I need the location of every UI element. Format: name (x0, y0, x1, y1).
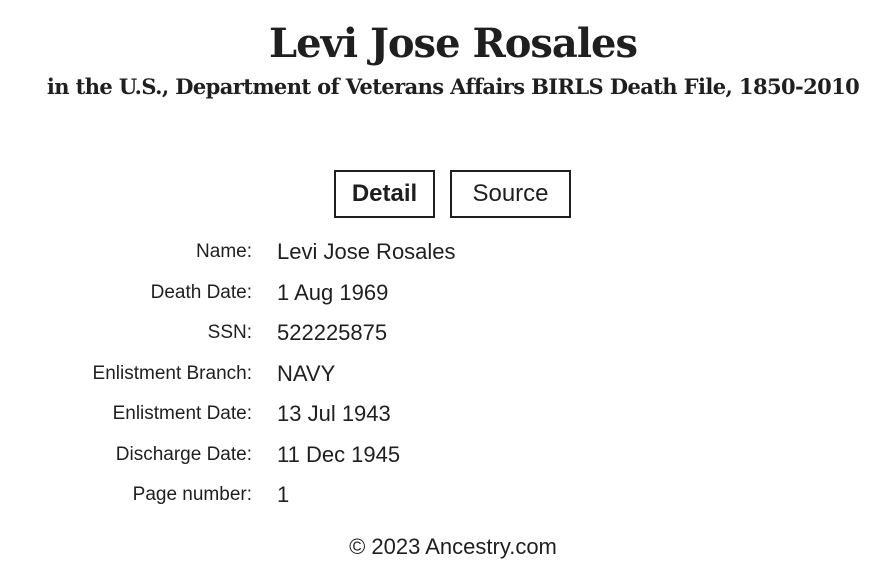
field-value: 13 Jul 1943 (277, 401, 391, 426)
field-label: Enlistment Date: (112, 403, 252, 424)
record-title: Levi Jose Rosales (269, 20, 637, 67)
field-row-death-date (0, 273, 886, 314)
tab-source[interactable]: Source (450, 170, 571, 218)
record-detail-table (0, 232, 886, 516)
field-value: 11 Dec 1945 (277, 441, 401, 467)
field-row-discharge-date (0, 435, 886, 476)
field-label: Name: (196, 241, 252, 262)
record-collection-subtitle: in the U.S., Department of Veterans Affairs BIRLS Death File, 1850-2010 (46, 74, 860, 99)
field-label: Death Date: (150, 281, 252, 303)
field-value: Levi Jose Rosales (277, 239, 456, 264)
field-label: Page number: (132, 484, 252, 505)
field-row-enlistment-date (0, 394, 886, 435)
field-label: Discharge Date: (115, 443, 252, 465)
field-value: 522225875 (277, 320, 388, 345)
field-row-enlistment-branch (0, 354, 886, 395)
field-row-ssn (0, 313, 886, 354)
tab-detail[interactable]: Detail (334, 170, 435, 218)
field-row-page-number (0, 475, 886, 516)
field-row-name (0, 232, 886, 273)
record-tabs (334, 170, 571, 218)
field-label: SSN: (207, 322, 252, 343)
field-value: 1 Aug 1969 (277, 279, 389, 305)
copyright-footer: © 2023 Ancestry.com (349, 534, 557, 559)
field-value: 1 (277, 482, 290, 507)
field-label: Enlistment Branch: (92, 362, 252, 384)
field-value: NAVY (277, 360, 336, 386)
